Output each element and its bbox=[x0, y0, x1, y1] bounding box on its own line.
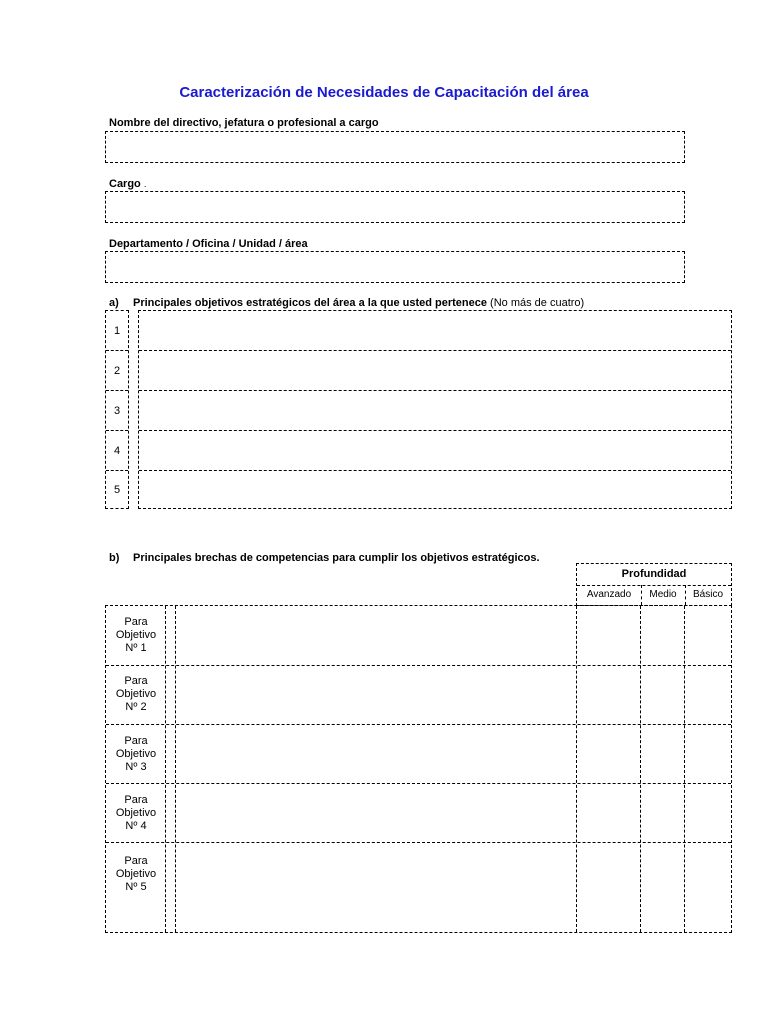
gap-row-label-line: Nº 4 bbox=[125, 820, 147, 832]
row-divider bbox=[106, 430, 128, 431]
section-a-marker: a) bbox=[109, 297, 119, 309]
gap-row-label-2 bbox=[106, 675, 166, 714]
gap-row-label-1 bbox=[106, 616, 166, 655]
objective-number: 1 bbox=[113, 325, 121, 337]
col-divider bbox=[640, 606, 641, 932]
gap-row-label-3 bbox=[106, 735, 166, 774]
objective-number: 5 bbox=[113, 484, 121, 496]
objective-input-5[interactable] bbox=[139, 471, 731, 508]
departamento-input[interactable] bbox=[105, 251, 685, 283]
depth-level-basico: Básico bbox=[692, 589, 723, 600]
cargo-label-dot: . bbox=[143, 179, 147, 189]
gap-row-label-line: Para bbox=[124, 794, 148, 806]
objectives-number-column bbox=[105, 310, 129, 509]
depth-level-avanzado: Avanzado bbox=[586, 589, 632, 600]
gap-input-2[interactable] bbox=[176, 666, 576, 724]
competency-gaps-table bbox=[105, 605, 732, 933]
gap-row-label-line: Para bbox=[124, 855, 148, 867]
gap-input-4[interactable] bbox=[176, 784, 576, 842]
cargo-label-text: Cargo bbox=[109, 178, 141, 190]
objective-number: 2 bbox=[113, 365, 121, 377]
row-divider bbox=[106, 350, 128, 351]
gap-row-label-line: Objetivo bbox=[115, 807, 157, 819]
gap-row-label-4 bbox=[106, 794, 166, 833]
objectives-input-column bbox=[138, 310, 732, 509]
depth-header-box bbox=[576, 563, 732, 606]
gap-input-5[interactable] bbox=[176, 843, 576, 932]
gap-row-label-line: Para bbox=[124, 616, 148, 628]
gap-row-label-line: Objetivo bbox=[115, 629, 157, 641]
gap-input-3[interactable] bbox=[176, 725, 576, 783]
gap-row-label-line: Nº 5 bbox=[125, 881, 147, 893]
gap-row-label-line: Objetivo bbox=[115, 868, 157, 880]
gap-row-label-line: Para bbox=[124, 735, 148, 747]
gap-row-label-line: Para bbox=[124, 675, 148, 687]
depth-header: Profundidad bbox=[621, 568, 687, 580]
gap-row-label-5 bbox=[106, 855, 166, 894]
gap-row-label-line: Nº 3 bbox=[125, 761, 147, 773]
depth-header-divider bbox=[577, 585, 731, 586]
section-a-heading bbox=[109, 297, 584, 309]
directivo-label: Nombre del directivo, jefatura o profesional a cargo bbox=[109, 117, 379, 129]
objective-input-1[interactable] bbox=[139, 311, 731, 350]
gap-row-label-line: Nº 2 bbox=[125, 701, 147, 713]
depth-level-medio: Medio bbox=[649, 589, 677, 600]
section-b-title: Principales brechas de competencias para cumplir los objetivos estratégicos. bbox=[133, 552, 540, 564]
objective-input-3[interactable] bbox=[139, 391, 731, 430]
directivo-input[interactable] bbox=[105, 131, 685, 163]
gap-row-label-line: Nº 1 bbox=[125, 642, 147, 654]
departamento-label: Departamento / Oficina / Unidad / área bbox=[109, 238, 308, 250]
section-a-title: Principales objetivos estratégicos del área a la que usted pertenece bbox=[133, 297, 487, 309]
section-b-heading bbox=[109, 552, 540, 564]
col-divider bbox=[576, 606, 577, 932]
cargo-input[interactable] bbox=[105, 191, 685, 223]
gap-row-label-line: Objetivo bbox=[115, 748, 157, 760]
cargo-label bbox=[109, 178, 146, 190]
objective-input-4[interactable] bbox=[139, 431, 731, 470]
row-divider bbox=[106, 390, 128, 391]
gap-input-1[interactable] bbox=[176, 606, 576, 665]
section-a-note: (No más de cuatro) bbox=[490, 297, 585, 309]
objective-input-2[interactable] bbox=[139, 351, 731, 390]
col-divider bbox=[684, 606, 685, 932]
objective-number: 4 bbox=[113, 445, 121, 457]
section-b-marker: b) bbox=[109, 552, 120, 564]
page-title: Caracterización de Necesidades de Capacitación del área bbox=[179, 84, 589, 101]
objective-number: 3 bbox=[113, 405, 121, 417]
row-divider bbox=[106, 470, 128, 471]
gap-row-label-line: Objetivo bbox=[115, 688, 157, 700]
